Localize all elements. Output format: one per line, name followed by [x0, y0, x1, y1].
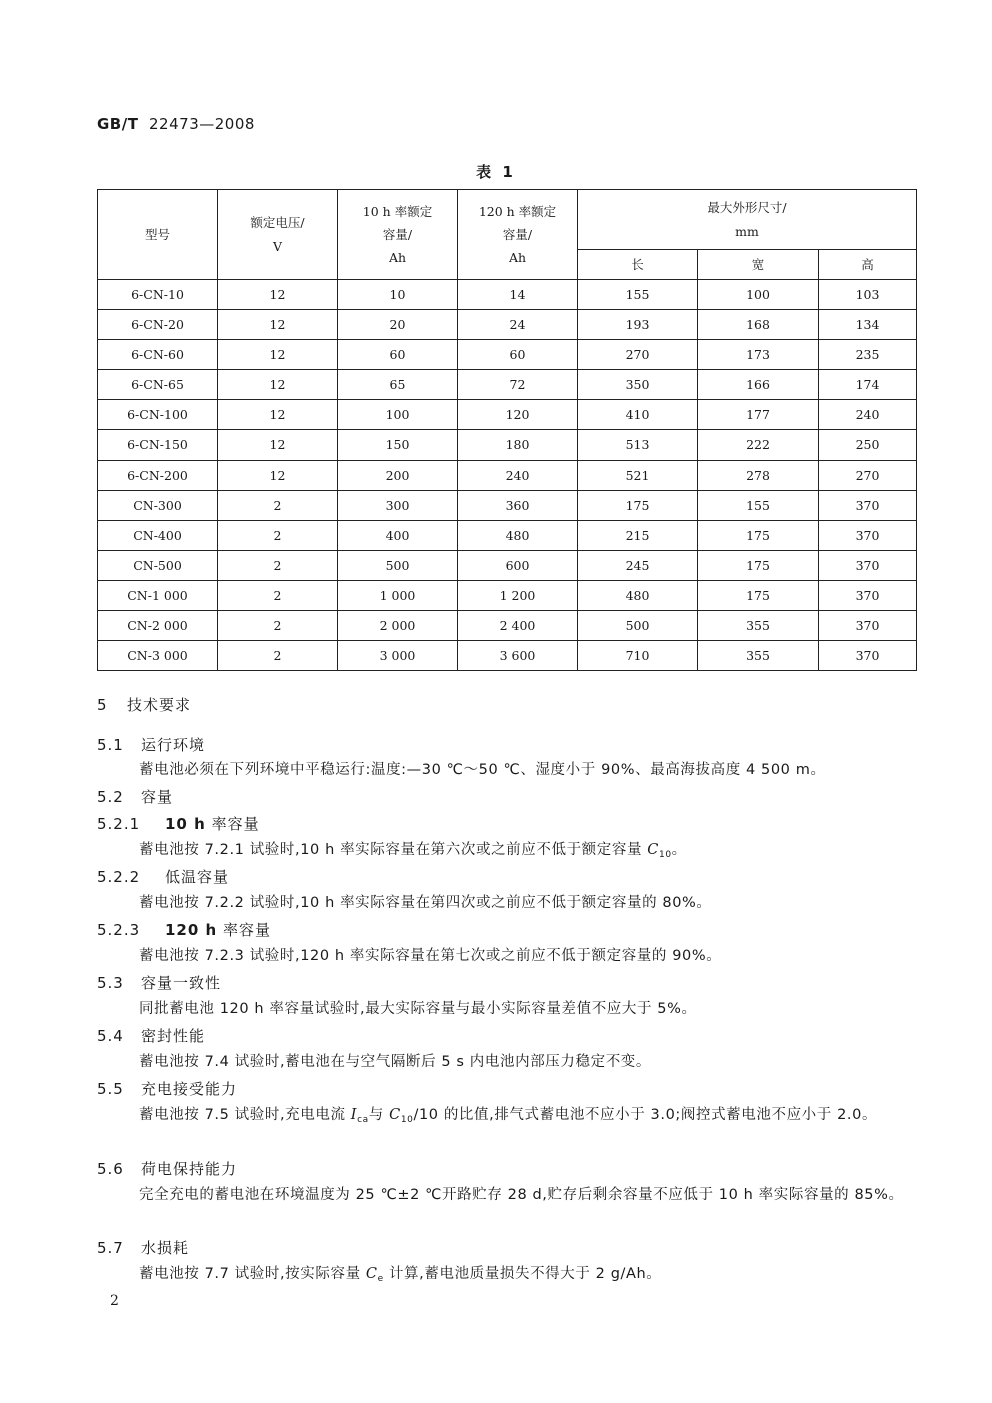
section-title: 技术要求 [127, 696, 192, 714]
cell-model: 6-CN-65 [98, 370, 218, 400]
cell-rated-voltage: 12 [218, 340, 338, 370]
section-5-6-text: 完全充电的蓄电池在环境温度为 25 ℃±2 ℃开路贮存 28 d,贮存后剩余容量不应低于 10 h 率实际容量的 85%。 [139, 1187, 904, 1203]
section-5-1-heading [97, 734, 205, 755]
section-5-2-heading [97, 786, 173, 807]
header-10h-capacity-line2: 容量/ [382, 226, 413, 242]
section-number: 5.6 [97, 1160, 124, 1178]
section-5-4-heading [97, 1025, 205, 1046]
cell-width: 155 [698, 490, 819, 520]
section-number: 5.1 [97, 736, 124, 754]
cell-capacity-120h: 24 [458, 310, 578, 340]
cell-model: CN-1 000 [98, 580, 218, 610]
cell-capacity-10h: 1 000 [338, 580, 458, 610]
cell-height: 370 [819, 580, 917, 610]
section-title: 水损耗 [141, 1239, 190, 1257]
section-5-2-3-heading [97, 919, 271, 940]
section-number: 5.2.1 [97, 815, 141, 833]
table-row [98, 550, 917, 580]
cell-width: 175 [698, 520, 819, 550]
capacity-subscript: 10 [659, 850, 672, 860]
cell-capacity-120h: 3 600 [458, 641, 578, 671]
battery-spec-table [97, 189, 917, 671]
cell-model: 6-CN-150 [98, 430, 218, 460]
cell-capacity-120h: 72 [458, 370, 578, 400]
section-5-2-1-heading [97, 813, 260, 834]
cell-capacity-10h: 400 [338, 520, 458, 550]
header-max-dimensions-line1: 最大外形尺寸/ [707, 200, 787, 216]
header-rated-voltage-unit: V [272, 238, 283, 254]
cell-length: 193 [578, 310, 698, 340]
cell-model: 6-CN-60 [98, 340, 218, 370]
cell-height: 250 [819, 430, 917, 460]
cell-length: 175 [578, 490, 698, 520]
table-row [98, 400, 917, 430]
cell-width: 222 [698, 430, 819, 460]
section-number: 5.2.3 [97, 921, 141, 939]
section-title: 运行环境 [141, 736, 206, 754]
header-10h-capacity-line1: 10 h 率额定 [362, 203, 433, 219]
cell-rated-voltage: 2 [218, 550, 338, 580]
header-rated-voltage-line1: 额定电压/ [250, 215, 305, 231]
cell-model: 6-CN-20 [98, 310, 218, 340]
cell-capacity-120h: 600 [458, 550, 578, 580]
cell-capacity-120h: 1 200 [458, 580, 578, 610]
section-number: 5.3 [97, 974, 124, 992]
cell-height: 235 [819, 340, 917, 370]
cell-capacity-10h: 300 [338, 490, 458, 520]
cell-width: 355 [698, 641, 819, 671]
cell-rated-voltage: 12 [218, 280, 338, 310]
cell-rated-voltage: 12 [218, 460, 338, 490]
cell-rated-voltage: 2 [218, 641, 338, 671]
cell-capacity-120h: 14 [458, 280, 578, 310]
cell-length: 350 [578, 370, 698, 400]
cell-model: 6-CN-100 [98, 400, 218, 430]
header-width: 宽 [698, 250, 819, 280]
cell-length: 155 [578, 280, 698, 310]
table-caption: 表 1 [476, 163, 516, 181]
cell-rated-voltage: 2 [218, 490, 338, 520]
section-title: 率容量 [223, 921, 272, 939]
cell-capacity-120h: 480 [458, 520, 578, 550]
cell-height: 103 [819, 280, 917, 310]
section-title: 率容量 [211, 815, 260, 833]
standard-code [97, 115, 255, 133]
capacity-symbol: C [647, 842, 659, 858]
table-row [98, 520, 917, 550]
section-number: 5.2.2 [97, 868, 141, 886]
cell-height: 370 [819, 520, 917, 550]
section-title: 容量 [141, 788, 174, 806]
table-row [98, 490, 917, 520]
section-title: 充电接受能力 [141, 1080, 238, 1098]
section-title: 密封性能 [141, 1027, 206, 1045]
section-5-heading [97, 694, 191, 715]
cell-width: 175 [698, 550, 819, 580]
header-120h-capacity-unit: Ah [508, 250, 527, 266]
cell-capacity-10h: 500 [338, 550, 458, 580]
cell-rated-voltage: 2 [218, 520, 338, 550]
section-number: 5.7 [97, 1239, 124, 1257]
header-120h-capacity-line2: 容量/ [502, 226, 533, 242]
section-5-7-heading [97, 1237, 189, 1258]
section-5-6-heading [97, 1158, 237, 1179]
section-5-2-2-text: 蓄电池按 7.2.2 试验时,10 h 率实际容量在第四次或之前应不低于额定容量的 80%。 [139, 895, 712, 911]
cell-rated-voltage: 2 [218, 611, 338, 641]
cell-height: 174 [819, 370, 917, 400]
cell-length: 410 [578, 400, 698, 430]
section-5-5-heading [97, 1078, 237, 1099]
section-title-rate: 10 h [165, 815, 206, 833]
section-5-2-1-text [139, 837, 919, 868]
header-rated-voltage [218, 190, 338, 280]
table-row [98, 460, 917, 490]
table-row [98, 340, 917, 370]
cell-capacity-10h: 150 [338, 430, 458, 460]
header-length: 长 [578, 250, 698, 280]
cell-height: 270 [819, 460, 917, 490]
cell-model: 6-CN-200 [98, 460, 218, 490]
cell-model: CN-2 000 [98, 611, 218, 641]
header-model: 型号 [98, 190, 218, 280]
section-5-2-2-heading [97, 866, 229, 887]
cell-capacity-120h: 180 [458, 430, 578, 460]
cell-height: 370 [819, 490, 917, 520]
cell-length: 500 [578, 611, 698, 641]
cell-rated-voltage: 2 [218, 580, 338, 610]
current-symbol: I [350, 1107, 358, 1123]
page-number: 2 [110, 1293, 119, 1309]
section-number: 5.5 [97, 1080, 124, 1098]
standard-prefix: GB/T [97, 115, 139, 133]
capacity-subscript: 10 [400, 1115, 414, 1125]
section-5-3-text: 同批蓄电池 120 h 率容量试验时,最大实际容量与最小实际容量差值不应大于 5%。 [139, 1001, 697, 1017]
text-part: 蓄电池按 7.5 试验时,充电电流 [139, 1107, 351, 1123]
cell-rated-voltage: 12 [218, 310, 338, 340]
current-subscript: ca [357, 1115, 369, 1125]
cell-width: 168 [698, 310, 819, 340]
section-title: 荷电保持能力 [141, 1160, 238, 1178]
header-10h-capacity-unit: Ah [388, 250, 407, 266]
table-row [98, 611, 917, 641]
cell-model: CN-300 [98, 490, 218, 520]
cell-height: 370 [819, 611, 917, 641]
cell-capacity-120h: 360 [458, 490, 578, 520]
table-row [98, 280, 917, 310]
cell-width: 100 [698, 280, 819, 310]
cell-capacity-120h: 240 [458, 460, 578, 490]
cell-length: 521 [578, 460, 698, 490]
cell-rated-voltage: 12 [218, 370, 338, 400]
table-row [98, 641, 917, 671]
cell-width: 177 [698, 400, 819, 430]
cell-capacity-10h: 2 000 [338, 611, 458, 641]
cell-height: 370 [819, 550, 917, 580]
cell-width: 278 [698, 460, 819, 490]
header-height: 高 [819, 250, 917, 280]
section-title: 低温容量 [165, 868, 230, 886]
section-5-1-text: 蓄电池必须在下列环境中平稳运行:温度:—30 ℃～50 ℃、湿度小于 90%、最高海拔高度 4 500 m。 [139, 762, 826, 778]
section-5-3-heading [97, 972, 221, 993]
section-title: 容量一致性 [141, 974, 222, 992]
table-row [98, 310, 917, 340]
cell-length: 215 [578, 520, 698, 550]
section-5-7-text [139, 1261, 919, 1292]
cell-length: 710 [578, 641, 698, 671]
cell-capacity-10h: 100 [338, 400, 458, 430]
cell-length: 270 [578, 340, 698, 370]
table-row [98, 580, 917, 610]
standard-number: 22473—2008 [149, 115, 255, 133]
cell-rated-voltage: 12 [218, 400, 338, 430]
header-10h-capacity [338, 190, 458, 280]
capacity-symbol: C [389, 1107, 401, 1123]
header-120h-capacity [458, 190, 578, 280]
cell-width: 166 [698, 370, 819, 400]
cell-model: 6-CN-10 [98, 280, 218, 310]
cell-height: 134 [819, 310, 917, 340]
header-120h-capacity-line1: 120 h 率额定 [478, 203, 557, 219]
cell-height: 240 [819, 400, 917, 430]
section-title-rate: 120 h [165, 921, 218, 939]
section-number: 5 [97, 696, 108, 714]
table-row [98, 430, 917, 460]
text-part: 蓄电池按 7.7 试验时,按实际容量 [139, 1266, 366, 1282]
cell-length: 480 [578, 580, 698, 610]
cell-capacity-10h: 3 000 [338, 641, 458, 671]
section-number: 5.4 [97, 1027, 124, 1045]
cell-model: CN-500 [98, 550, 218, 580]
cell-capacity-10h: 10 [338, 280, 458, 310]
text-part: 。 [671, 842, 687, 858]
table-row [98, 370, 917, 400]
cell-width: 175 [698, 580, 819, 610]
text-part: /10 的比值,排气式蓄电池不应小于 3.0;阀控式蓄电池不应小于 2.0。 [413, 1107, 878, 1123]
cell-capacity-10h: 60 [338, 340, 458, 370]
cell-height: 370 [819, 641, 917, 671]
cell-capacity-120h: 2 400 [458, 611, 578, 641]
text-part: 与 [368, 1107, 390, 1123]
section-5-5-text [97, 1102, 919, 1133]
cell-model: CN-400 [98, 520, 218, 550]
cell-length: 245 [578, 550, 698, 580]
cell-capacity-10h: 65 [338, 370, 458, 400]
section-5-2-3-text: 蓄电池按 7.2.3 试验时,120 h 率实际容量在第七次或之前应不低于额定容量的 90%。 [139, 948, 722, 964]
cell-capacity-120h: 60 [458, 340, 578, 370]
cell-width: 355 [698, 611, 819, 641]
text-part: 蓄电池按 7.2.1 试验时,10 h 率实际容量在第六次或之前应不低于额定容量 [139, 842, 648, 858]
text-part: 计算,蓄电池质量损失不得大于 2 g/Ah。 [383, 1266, 662, 1282]
cell-length: 513 [578, 430, 698, 460]
capacity-symbol: C [365, 1266, 378, 1282]
cell-capacity-10h: 20 [338, 310, 458, 340]
capacity-subscript: e [377, 1274, 384, 1284]
cell-rated-voltage: 12 [218, 430, 338, 460]
table-body [98, 280, 917, 671]
section-5-4-text: 蓄电池按 7.4 试验时,蓄电池在与空气隔断后 5 s 内电池内部压力稳定不变。 [139, 1054, 651, 1070]
cell-capacity-10h: 200 [338, 460, 458, 490]
section-number: 5.2 [97, 788, 124, 806]
header-max-dimensions-unit: mm [735, 223, 759, 239]
cell-width: 173 [698, 340, 819, 370]
cell-model: CN-3 000 [98, 641, 218, 671]
cell-capacity-120h: 120 [458, 400, 578, 430]
header-max-dimensions [578, 190, 917, 250]
